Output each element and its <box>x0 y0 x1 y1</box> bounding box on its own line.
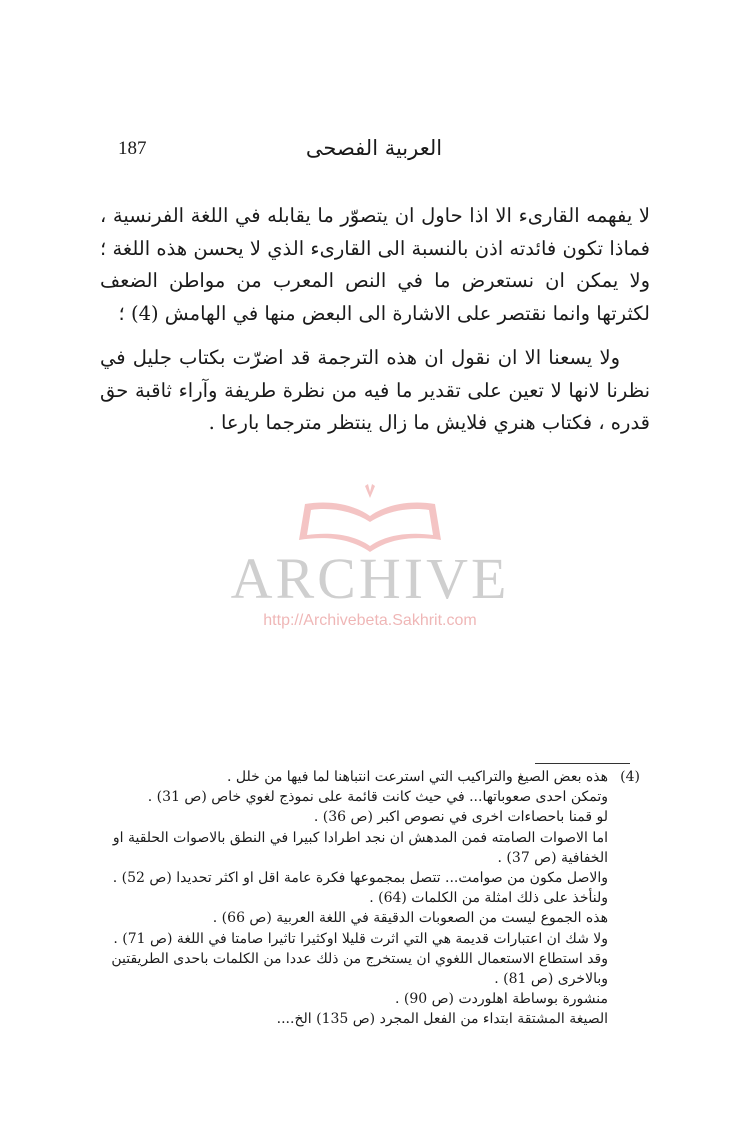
open-book-icon <box>295 482 445 554</box>
footnote-line: اما الاصوات الصامته فمن المدهش ان نجد اطرادا كبيرا في النطق بالاصوات الحلقية او <box>112 829 608 846</box>
footnote-line: وبالاخرى (ص 81) . <box>494 971 608 988</box>
footnote-line: ولنأخذ على ذلك امثلة من الكلمات (64) . <box>369 890 608 907</box>
page-number: 187 <box>118 138 147 159</box>
footnote-line: وقد استطاع الاستعمال اللغوي ان يستخرج من ذلك عددا من الكلمات باحدى الطريقتين <box>111 950 608 967</box>
archive-watermark <box>200 482 540 652</box>
footnote-marker: (4) <box>620 769 640 785</box>
footnote-line: هذه الجموع ليست من الصعوبات الدقيقة في اللغة العربية (ص 66) . <box>212 910 608 927</box>
paragraph-1: لا يفهمه القارىء الا اذا حاول ان يتصوّر ما يقابله في اللغة الفرنسية ، فماذا تكون فائدته اذن بالنسبة الى القارىء الذي لا يحسن هذه اللغة ؛ ولا يمكن ان نستعرض ما في النص المعرب من مواطن الضعف لكثرتها وانما نقتصر على الاشارة الى البعض منها في الهامش (4) ؛ <box>100 204 650 325</box>
footnote-line: منشورة بوساطة اهلوردت (ص 90) . <box>394 991 608 1008</box>
footnote-separator <box>535 763 630 764</box>
watermark-title: ARCHIVE <box>230 546 510 611</box>
body-text <box>100 200 650 452</box>
footnote-line: لو قمنا باحصاءات اخرى في نصوص اكبر (ص 36) . <box>313 809 608 826</box>
footnote-text: هذه بعض الصيغ والتراكيب التي استرعت انتباهنا لما فيها من خلل . <box>226 769 608 785</box>
footnote-line: وتمكن احدى صعوباتها... في حيث كانت قائمة على نموذج لغوي خاص (ص 31) . <box>147 789 608 806</box>
paragraph-2: ولا يسعنا الا ان نقول ان هذه الترجمة قد اضرّت بكتاب جليل في نظرنا لانها لا تعين على تقدير ما فيه من نظرة طريفة وآراء ثاقبة حق قدره ، فكتاب هنري فلايش ما زال ينتظر مترجما بارعا . <box>100 346 650 434</box>
footnote-line: ولا شك ان اعتبارات قديمة هي التي اثرت قليلا اوكثيرا تاثيرا صامتا في اللغة (ص 71) . <box>113 930 608 947</box>
footnote-line: الصيغة المشتقة ابتداء من الفعل المجرد (ص 135) الخ.... <box>276 1011 608 1028</box>
footnotes <box>111 767 640 1030</box>
footnote-line <box>118 767 640 787</box>
running-title: العربية الفصحى <box>305 136 443 160</box>
footnote-line: الخفافية (ص 37) . <box>497 849 608 866</box>
footnote-line: والاصل مكون من صوامت... تتصل بمجموعها فكرة عامة اقل او اكثر تحديدا (ص 52) . <box>112 870 608 887</box>
watermark-url: http://Archivebeta.Sakhrit.com <box>263 612 477 629</box>
page-header <box>118 138 630 168</box>
